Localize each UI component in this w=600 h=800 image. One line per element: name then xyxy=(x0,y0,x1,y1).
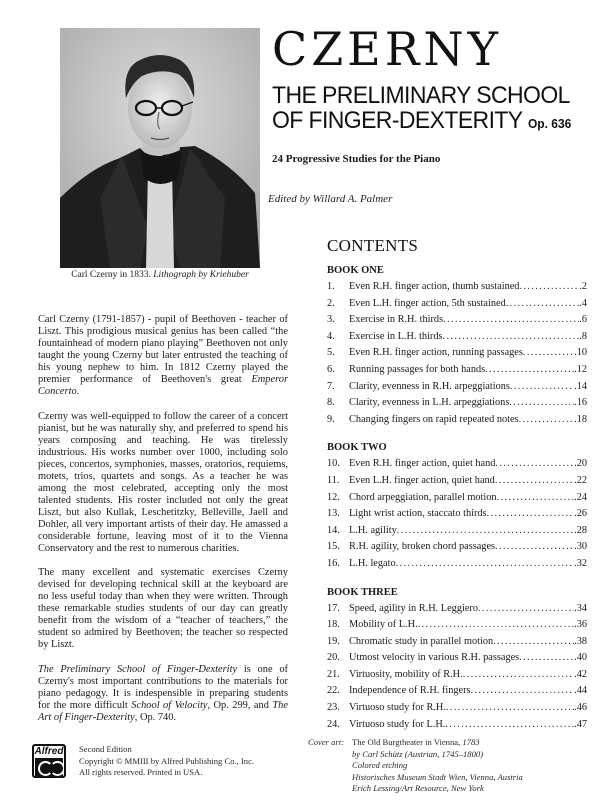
portrait-illustration-icon xyxy=(60,28,260,268)
toc-page-number: .18 xyxy=(574,413,587,425)
toc-title: Clarity, evenness in R.H. arpeggiations xyxy=(349,380,510,392)
table-of-contents xyxy=(327,262,587,733)
toc-number: 10. xyxy=(327,458,340,470)
toc-entry xyxy=(327,312,587,329)
cover-art-source: Erich Lessing/Art Resource, New York xyxy=(352,783,484,793)
toc-leader-dots xyxy=(443,329,580,346)
logo-mark-icon xyxy=(35,758,63,776)
toc-title: L.H. legato xyxy=(349,557,396,569)
toc-title: Running passages for both hands xyxy=(349,363,486,375)
edition-text: Second Edition xyxy=(79,744,132,754)
art-ref: The Art of Finger-Dexterity xyxy=(38,700,288,723)
biography-paragraph-2: Czerny was well-equipped to follow the career of a concert pianist, but he was naturally shy, and preferred to spend his years composing and teaching. He was tirelessly industrious. His works number over 1000, including solo pieces, concertos, symphonies, masses, oratorios, requiems, motets, trios, quartets and songs. As a teacher he was among the most celebrated, accepting only the most talented students. His roster included not only the great Liszt, but also Kullak, Leschetitzky, Belleville, Jaell and Dohler, all very important artists of their day. He amassed a considerable fortune, leaving most of it to the Vienna Conservatory and the rest to numerous charities. xyxy=(38,411,288,554)
toc-number: 15. xyxy=(327,541,340,553)
cover-art-medium: Colored etching xyxy=(352,760,408,770)
toc-entry xyxy=(327,379,587,396)
subtitle: 24 Progressive Studies for the Piano xyxy=(272,153,441,165)
toc-entry xyxy=(327,683,587,700)
toc-page-number: .42 xyxy=(574,668,587,680)
toc-entry xyxy=(327,473,587,490)
toc-number: 23. xyxy=(327,702,340,714)
toc-entry xyxy=(327,362,587,379)
toc-entry xyxy=(327,490,587,507)
paragraph-text: , Op. 299, and xyxy=(207,700,273,711)
toc-page-number: .2 xyxy=(579,281,587,292)
toc-page-number: .46 xyxy=(574,702,587,714)
toc-number: 1. xyxy=(327,281,335,292)
toc-title: Clarity, evenness in L.H. arpeggiations xyxy=(349,397,510,409)
toc-leader-dots xyxy=(493,634,574,651)
toc-page-number: .14 xyxy=(574,380,587,392)
work-title-line-2 xyxy=(272,107,600,136)
toc-leader-dots xyxy=(495,473,574,490)
caption-text: Carl Czerny in 1833. xyxy=(71,270,151,280)
alfred-logo-icon xyxy=(32,744,66,778)
toc-page-number: .28 xyxy=(574,524,587,536)
toc-number: 5. xyxy=(327,347,335,359)
toc-title: Even R.H. finger action, thumb sustained xyxy=(349,281,520,292)
toc-title: Chromatic study in parallel motion xyxy=(349,635,494,647)
toc-entry xyxy=(327,717,587,734)
book-heading: BOOK ONE xyxy=(327,265,384,276)
toc-title: Independence of R.H. fingers xyxy=(349,685,471,697)
book-heading: BOOK TWO xyxy=(327,442,387,454)
cover-art-title xyxy=(352,737,480,749)
toc-title: Even L.H. finger action, quiet hand xyxy=(349,474,495,486)
toc-page-number: .34 xyxy=(574,602,587,614)
toc-title: Mobility of L.H. xyxy=(349,619,418,631)
toc-leader-dots xyxy=(519,279,579,296)
toc-entry xyxy=(327,395,587,412)
toc-title: Speed, agility in R.H. Leggiero xyxy=(349,602,478,614)
cover-art-label: Cover art: xyxy=(308,737,345,747)
toc-number: 9. xyxy=(327,413,335,425)
toc-leader-dots xyxy=(463,667,574,684)
toc-number: 21. xyxy=(327,668,340,680)
toc-entry xyxy=(327,523,587,540)
toc-leader-dots xyxy=(397,523,574,540)
toc-number: 19. xyxy=(327,635,340,647)
toc-number: 7. xyxy=(327,380,335,392)
toc-page-number: .12 xyxy=(574,363,587,375)
toc-number: 13. xyxy=(327,508,340,520)
toc-page-number: .26 xyxy=(574,508,587,520)
toc-entry xyxy=(327,650,587,667)
paragraph-text: is one of Czerny's most important contributions to the materials for piano pedagogy. It is indespensible in preparing students for the more difficult xyxy=(38,664,288,711)
toc-page-number: .38 xyxy=(574,635,587,647)
toc-page-number: .6 xyxy=(579,314,587,326)
work-title-ref: The Preliminary School of Finger-Dexterity xyxy=(38,664,238,675)
rights-text: All rights reserved. Printed in USA. xyxy=(79,767,203,777)
work-title-line-1: THE PRELIMINARY SCHOOL xyxy=(272,80,570,109)
logo-text: Alfred xyxy=(34,746,64,757)
toc-leader-dots xyxy=(485,362,574,379)
paragraph-italic: Emperor Concerto xyxy=(38,374,288,397)
toc-number: 14. xyxy=(327,524,340,536)
toc-leader-dots xyxy=(519,650,574,667)
toc-title: Utmost velocity in various R.H. passages xyxy=(349,652,520,664)
toc-title: Exercise in L.H. thirds xyxy=(349,330,443,342)
toc-page-number: .22 xyxy=(574,474,587,486)
toc-page-number: .10 xyxy=(574,347,587,359)
composer-portrait xyxy=(60,28,260,268)
toc-number: 8. xyxy=(327,397,335,409)
toc-entry xyxy=(327,412,587,429)
toc-leader-dots xyxy=(523,345,574,362)
toc-number: 2. xyxy=(327,297,335,309)
toc-number: 6. xyxy=(327,363,335,375)
toc-leader-dots xyxy=(509,395,574,412)
biography-paragraph-1 xyxy=(38,314,288,398)
toc-page-number: .24 xyxy=(574,491,587,503)
cover-art-artist: by Carl Schütz (Austrian, 1745–1800) xyxy=(352,748,484,759)
toc-title: Even R.H. finger action, running passages xyxy=(349,347,523,359)
toc-number: 12. xyxy=(327,491,340,503)
toc-leader-dots xyxy=(495,539,574,556)
toc-title: L.H. agility xyxy=(349,524,397,536)
toc-leader-dots xyxy=(487,506,575,523)
composer-name: CZERNY xyxy=(272,22,502,76)
toc-title: Light wrist action, staccato thirds xyxy=(349,508,487,520)
cover-art-credit xyxy=(308,737,523,795)
work-title xyxy=(272,82,600,137)
toc-page-number: .16 xyxy=(574,397,587,409)
toc-page-number: .44 xyxy=(574,685,587,697)
portrait-caption xyxy=(60,270,260,280)
paragraph-text: , Op. 740. xyxy=(134,712,177,723)
toc-entry xyxy=(327,456,587,473)
biography-paragraph-3: The many excellent and systematic exercises Czerny devised for developing technical skill at the keyboard are no less useful today than when they were written. Through these remarkable studies students of our day can greatly benefit from the wisdom of a “teacher of teachers,” the student so admired by Beethoven; the teacher so respected by Liszt. xyxy=(38,567,288,650)
toc-number: 11. xyxy=(327,474,340,486)
toc-number: 4. xyxy=(327,330,335,342)
toc-leader-dots xyxy=(418,617,574,634)
work-title-line-2-text: OF FINGER-DEXTERITY xyxy=(272,106,523,134)
toc-entry xyxy=(327,667,587,684)
toc-number: 17. xyxy=(327,602,340,614)
editor-credit: Edited by Willard A. Palmer xyxy=(268,193,393,205)
cover-art-year: 1783 xyxy=(462,737,480,747)
toc-entry xyxy=(327,634,587,651)
book-spacer xyxy=(327,428,587,439)
biography-paragraph-4 xyxy=(38,664,288,724)
toc-title: Virtuoso study for L.H. xyxy=(349,718,446,730)
toc-leader-dots xyxy=(446,700,574,717)
toc-entry xyxy=(327,617,587,634)
toc-number: 24. xyxy=(327,718,340,730)
toc-page-number: .32 xyxy=(574,557,587,569)
toc-title: Even R.H. finger action, quiet hand xyxy=(349,458,496,470)
toc-leader-dots xyxy=(396,556,575,573)
toc-leader-dots xyxy=(443,312,579,329)
contents-heading: CONTENTS xyxy=(327,236,419,255)
copyright-block xyxy=(79,744,254,779)
toc-entry xyxy=(327,279,587,296)
cover-art-collection: Historisches Museum Stadt Wien, Vienna, Austria xyxy=(352,771,523,782)
toc-page-number: .20 xyxy=(574,458,587,470)
toc-title: Even L.H. finger action, 5th sustained xyxy=(349,297,506,309)
paragraph-text: Carl Czerny (1791-1857) - pupil of Beethoven - teacher of Liszt. This prodigious musical genius has been called “the fountainhead of modern piano playing” Beethoven not only taught the young Czerny but later entrusted the teaching of his young nephew to him. In 1812 Czerny played the premier performance of Beethoven's great xyxy=(38,314,288,385)
toc-title: Virtuoso study for R.H. xyxy=(349,702,446,714)
toc-title: Changing fingers on rapid repeated notes xyxy=(349,413,519,425)
toc-page-number: .30 xyxy=(574,541,587,553)
toc-leader-dots xyxy=(510,379,574,396)
caption-credit: Lithograph by Kriehuber xyxy=(153,270,249,280)
toc-page-number: .4 xyxy=(579,297,587,309)
toc-entry xyxy=(327,539,587,556)
toc-entry xyxy=(327,601,587,618)
toc-leader-dots xyxy=(445,717,574,734)
toc-leader-dots xyxy=(478,601,574,618)
toc-title: Virtuosity, mobility of R.H. xyxy=(349,668,463,680)
toc-entry xyxy=(327,345,587,362)
toc-entry xyxy=(327,296,587,313)
toc-number: 20. xyxy=(327,652,340,664)
toc-page-number: .47 xyxy=(574,718,587,730)
toc-entry xyxy=(327,700,587,717)
opus-number: Op. 636 xyxy=(527,116,572,132)
copyright-text: Copyright © MMIII by Alfred Publishing Co., Inc. xyxy=(79,755,255,766)
toc-number: 3. xyxy=(327,314,335,326)
toc-entry xyxy=(327,556,587,573)
toc-entry xyxy=(327,506,587,523)
velocity-ref: School of Velocity xyxy=(131,700,208,711)
toc-title: R.H. agility, broken chord passages xyxy=(349,541,496,553)
toc-page-number: .8 xyxy=(579,330,587,342)
toc-page-number: .36 xyxy=(574,619,587,631)
toc-title: Exercise in R.H. thirds xyxy=(349,314,444,326)
book-heading: BOOK THREE xyxy=(327,586,398,598)
toc-leader-dots xyxy=(497,490,575,507)
toc-page-number: .40 xyxy=(574,652,587,664)
toc-leader-dots xyxy=(471,683,575,700)
toc-entry xyxy=(327,329,587,346)
toc-number: 22. xyxy=(327,685,340,697)
period: . xyxy=(76,386,80,397)
toc-leader-dots xyxy=(495,456,574,473)
toc-number: 16. xyxy=(327,557,340,569)
toc-leader-dots xyxy=(519,412,575,429)
toc-number: 18. xyxy=(327,619,340,631)
toc-leader-dots xyxy=(506,296,580,313)
book-spacer xyxy=(327,573,587,584)
cover-art-title-text: The Old Burgtheater in Vienna, xyxy=(352,737,463,747)
toc-title: Chord arpeggiation, parallel motion xyxy=(349,491,497,503)
